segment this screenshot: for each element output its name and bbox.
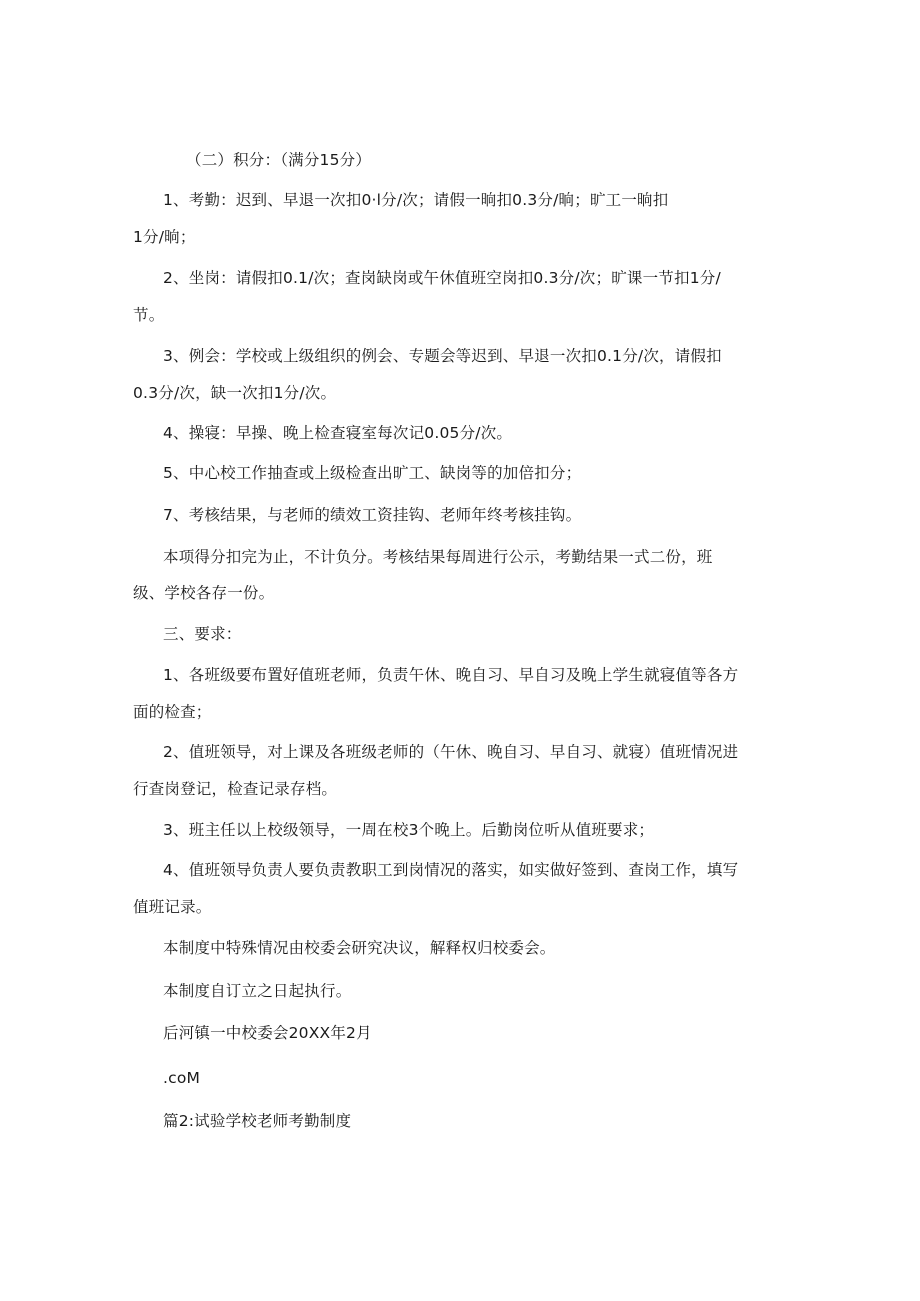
requirement-3: 3、班主任以上校级领导，一周在校3个晚上。后勤岗位听从值班要求；: [163, 821, 655, 839]
requirement-4-line-2: 值班记录。: [133, 898, 212, 916]
requirement-1-line-1: 1、各班级要布置好值班老师，负责午休、晚自习、早自习及晚上学生就寝值等各方: [163, 666, 739, 684]
item-5: 5、中心校工作抽查或上级检查出旷工、缺岗等的加倍扣分；: [163, 464, 582, 482]
next-article-title: 篇2:试验学校老师考勤制度: [163, 1112, 352, 1130]
item-3-line-2: 0.3分/次，缺一次扣1分/次。: [133, 384, 337, 402]
item-7: 7、考核结果，与老师的绩效工资挂钩、老师年终考核挂钩。: [163, 506, 582, 524]
section-title: （二）积分：（满分15分）: [186, 151, 372, 169]
item-4: 4、操寝：早操、晚上检查寝室每次记0.05分/次。: [163, 424, 513, 442]
item-2-line-2: 节。: [133, 306, 165, 324]
item-1-line-2: 1分/晌；: [133, 228, 196, 246]
note-line-1: 本项得分扣完为止，不计负分。考核结果每周进行公示，考勤结果一式二份，班: [163, 548, 713, 566]
item-1-line-1: 1、考勤：迟到、早退一次扣0·l分/次；请假一晌扣0.3分/晌；旷工一晌扣: [163, 191, 669, 209]
requirements-title: 三、要求：: [163, 625, 242, 643]
requirement-2-line-2: 行查岗登记，检查记录存档。: [133, 780, 338, 798]
note-line-2: 级、学校各存一份。: [133, 584, 275, 602]
item-3-line-1: 3、例会：学校或上级组织的例会、专题会等迟到、早退一次扣0.1分/次，请假扣: [163, 347, 722, 365]
domain-text: .coM: [163, 1069, 201, 1087]
item-2-line-1: 2、坐岗：请假扣0.1/次；查岗缺岗或午休值班空岗扣0.3分/次；旷课一节扣1分/: [163, 269, 721, 287]
effective-date: 本制度自订立之日起执行。: [163, 982, 352, 1000]
requirement-1-line-2: 面的检查；: [133, 703, 212, 721]
requirement-2-line-1: 2、值班领导，对上课及各班级老师的（午休、晚自习、早自习、就寝）值班情况进: [163, 743, 739, 761]
requirement-4-line-1: 4、值班领导负责人要负责教职工到岗情况的落实，如实做好签到、查岗工作，填写: [163, 861, 739, 879]
signature: 后河镇一中校委会20XX年2月: [163, 1024, 372, 1042]
special-cases: 本制度中特殊情况由校委会研究决议，解释权归校委会。: [163, 939, 556, 957]
